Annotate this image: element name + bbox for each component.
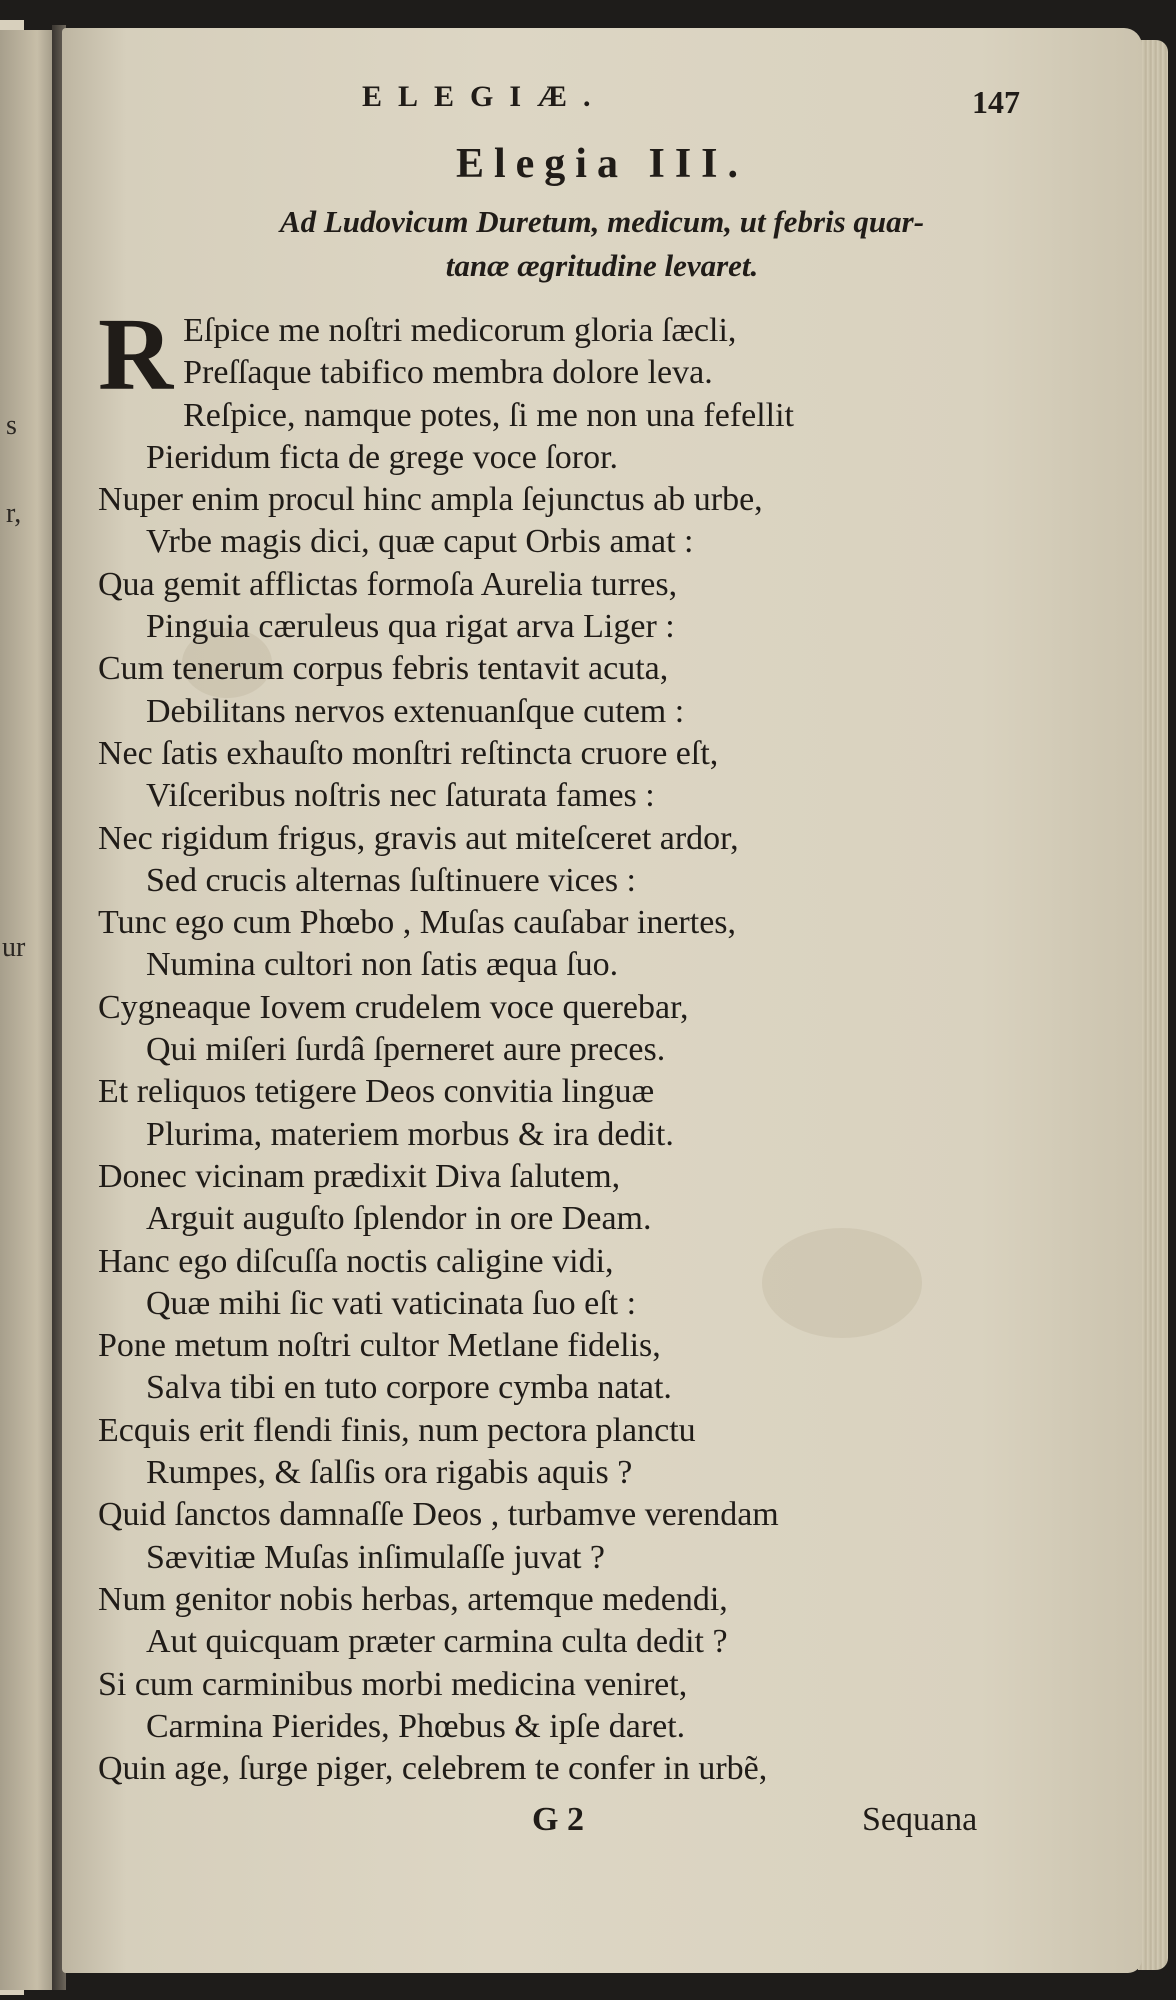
verse-line: Sed crucis alternas ſuſtinuere vices : [146, 861, 636, 899]
verse-line: Donec vicinam prædixit Diva ſalutem, [98, 1157, 621, 1195]
verse-line: Tunc ego cum Phœbo , Muſas cauſabar inertes, [98, 904, 737, 942]
running-head: ELEGIÆ. [362, 80, 607, 113]
page-edges [1138, 40, 1168, 1970]
verse-line: Quæ mihi ſic vati vaticinata ſuo eſt : [146, 1284, 637, 1322]
verse-line: Rumpes, & ſalſis ora rigabis aquis ? [146, 1454, 633, 1492]
verse-line: Aut quicquam præter carmina culta dedit ? [146, 1623, 728, 1661]
left-page-fragment: s [6, 410, 17, 441]
catchword: Sequana [862, 1801, 978, 1838]
dedication [62, 200, 1142, 288]
verse-line: Hanc ego diſcuſſa noctis caligine vidi, [98, 1242, 614, 1280]
dedication-line: Ad Ludovicum Duretum, medicum, ut febris quar- [279, 204, 925, 239]
verse-line: Nuper enim procul hinc ampla ſejunctus ab urbe, [98, 481, 763, 519]
verse-line: Quid ſanctos damnaſſe Deos , turbamve verendam [98, 1496, 779, 1534]
verse-line: Salva tibi en tuto corpore cymba natat. [146, 1369, 672, 1407]
book-page [62, 28, 1142, 1973]
verse-line: Vrbe magis dici, quæ caput Orbis amat : [146, 523, 694, 561]
verse-line: Cygneaque Iovem crudelem voce querebar, [98, 988, 689, 1026]
verse-line: Numina cultori non ſatis æqua ſuo. [146, 946, 619, 984]
verse-line: Carmina Pierides, Phœbus & ipſe daret. [146, 1707, 686, 1745]
signature-mark: G 2 [532, 1801, 584, 1838]
elegy-title: Elegia III. [455, 141, 749, 187]
verse-line: Viſceribus noſtris nec ſaturata fames : [146, 777, 655, 815]
verse-line: Qua gemit afflictas formoſa Aurelia turres, [98, 565, 678, 603]
verse-line: Eſpice me noſtri medicorum gloria ſæcli, [183, 312, 737, 349]
verse-line: Plurima, materiem morbus & ira dedit. [146, 1115, 674, 1153]
verse-line: Ecquis erit flendi finis, num pectora planctu [98, 1411, 696, 1449]
verse-line: Sævitiæ Muſas inſimulaſſe juvat ? [146, 1538, 605, 1576]
verse-line: Nec rigidum frigus, gravis aut miteſceret ardor, [98, 819, 739, 857]
verse-line: Arguit auguſto ſplendor in ore Deam. [146, 1200, 652, 1238]
page-number: 147 [972, 84, 1020, 120]
dedication-line: tanæ ægritudine levaret. [445, 248, 759, 283]
left-page-fragment: ur [2, 932, 26, 963]
verse-line: Preſſaque tabifico membra dolore leva. [183, 354, 713, 392]
verse-line: Debilitans nervos extenuanſque cutem : [146, 692, 685, 730]
verse-line: Pone metum noſtri cultor Metlane fidelis, [98, 1327, 661, 1365]
verse-line: Pinguia cæruleus qua rigat arva Liger : [146, 608, 675, 646]
verse-line: Reſpice, namque potes, ſi me non una fefellit [183, 396, 794, 434]
verse-line: Cum tenerum corpus febris tentavit acuta, [98, 650, 669, 688]
verse-line: Et reliquos tetigere Deos convitia linguæ [98, 1073, 655, 1111]
verse-line: Nec ſatis exhauſto monſtri reſtincta cruore eſt, [98, 734, 719, 772]
verse-line: Pieridum ficta de grege voce ſoror. [146, 438, 619, 476]
drop-cap: R [98, 297, 174, 412]
verse-line: Quin age, ſurge piger, celebrem te confer in urbẽ, [98, 1750, 768, 1788]
verse-line: Num genitor nobis herbas, artemque medendi, [98, 1580, 728, 1618]
left-page-fragment: r, [6, 498, 22, 529]
verse-line: Qui miſeri ſurdâ ſperneret aure preces. [146, 1031, 666, 1069]
poem-text [98, 297, 1088, 1790]
page-footer [62, 1801, 1142, 1841]
verse-line: Si cum carminibus morbi medicina veniret, [98, 1665, 688, 1703]
